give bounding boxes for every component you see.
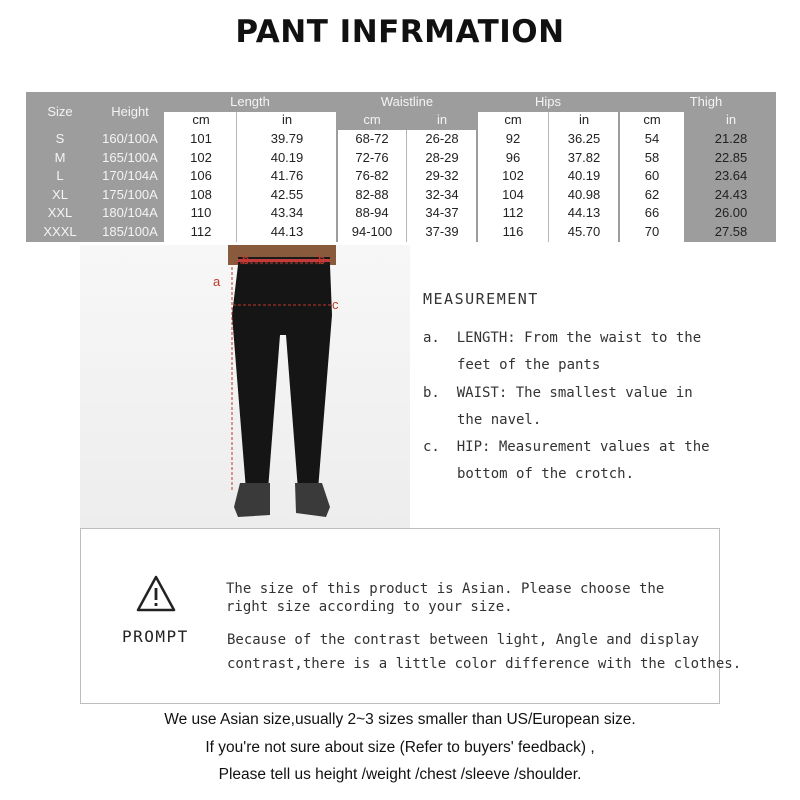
cell-hips-cm: 104	[502, 186, 524, 202]
footer-line-1: We use Asian size,usually 2~3 sizes smaller than US/European size.	[164, 711, 636, 728]
hips-in-unit: in	[578, 112, 590, 127]
cell-height: 185/100A	[102, 223, 158, 239]
page-title: PANT INFRMATION	[235, 14, 565, 50]
prompt-label: PROMPT	[122, 627, 189, 646]
cell-hips-cm: 112	[502, 205, 524, 220]
label-b-left: b	[242, 252, 250, 267]
hips-cm-unit: cm	[504, 112, 522, 127]
cell-length-in: 43.34	[270, 205, 304, 220]
cell-length-cm: 102	[190, 149, 212, 165]
hips-header: Hips	[534, 94, 561, 109]
cell-waist-in: 26-28	[425, 131, 459, 146]
cell-length-in: 40.19	[270, 149, 304, 165]
cell-thigh-in: 21.28	[714, 131, 748, 146]
cell-waist-in: 32-34	[425, 186, 459, 202]
cell-waist-cm: 88-94	[355, 205, 389, 220]
cell-size: M	[54, 149, 66, 165]
cell-waist-in: 28-29	[425, 149, 459, 165]
cell-thigh-in: 23.64	[714, 168, 748, 183]
cell-size: XXXL	[43, 223, 77, 239]
cell-hips-in: 37.82	[567, 149, 601, 165]
cell-hips-cm: 96	[505, 149, 521, 165]
cell-length-cm: 110	[190, 205, 212, 220]
cell-thigh-cm: 62	[644, 186, 660, 202]
measurement-title: MEASUREMENT	[423, 290, 539, 308]
cell-height: 170/104A	[102, 168, 158, 183]
cell-hips-in: 36.25	[567, 131, 601, 146]
cell-thigh-cm: 54	[644, 131, 660, 146]
warning-icon	[136, 575, 176, 613]
cell-waist-cm: 76-82	[355, 168, 389, 183]
cell-thigh-cm: 70	[644, 223, 660, 239]
cell-size: XL	[52, 186, 68, 202]
cell-height: 160/100A	[102, 131, 158, 146]
footer-line-3: Please tell us height /weight /chest /sleeve /shoulder.	[218, 766, 582, 783]
prompt-paragraph-2: Because of the contrast between light, Angle and display contrast,there is a little color difference with the clothes.	[227, 632, 742, 672]
footer-line-2: If you're not sure about size (Refer to buyers' feedback) ,	[205, 739, 595, 756]
cell-hips-in: 40.98	[567, 186, 601, 202]
cell-waist-cm: 82-88	[355, 186, 389, 202]
cell-length-in: 39.79	[270, 131, 304, 146]
cell-hips-cm: 116	[502, 223, 524, 239]
cell-size: S	[55, 131, 65, 146]
height-header: Height	[111, 104, 149, 119]
size-header: Size	[47, 104, 73, 119]
cell-hips-in: 40.19	[567, 168, 601, 183]
cell-thigh-cm: 66	[644, 205, 660, 220]
cell-length-cm: 101	[190, 131, 212, 146]
cell-waist-cm: 72-76	[355, 149, 389, 165]
cell-thigh-in: 24.43	[714, 186, 748, 202]
waistline-header: Waistline	[380, 94, 434, 109]
waist-in-unit: in	[436, 112, 448, 127]
cell-size: L	[56, 168, 64, 183]
cell-size: XXL	[47, 205, 73, 220]
cell-length-in: 42.55	[270, 186, 304, 202]
cell-thigh-cm: 60	[644, 168, 660, 183]
measurement-item-c: c. HIP: Measurement values at the bottom of the crotch.	[423, 439, 710, 482]
cell-waist-in: 29-32	[425, 168, 459, 183]
waist-cm-unit: cm	[363, 112, 381, 127]
cell-hips-in: 44.13	[567, 205, 601, 220]
cell-thigh-cm: 58	[644, 149, 660, 165]
cell-length-cm: 112	[190, 223, 212, 239]
cell-thigh-in: 27.58	[714, 223, 748, 239]
cell-height: 175/100A	[102, 186, 158, 202]
length-in-unit: in	[281, 112, 293, 127]
label-c: c	[332, 297, 339, 312]
thigh-header: Thigh	[689, 94, 723, 109]
cell-length-cm: 108	[190, 186, 212, 202]
length-header: Length	[230, 94, 270, 109]
prompt-box	[80, 528, 720, 704]
model-photo	[80, 245, 410, 528]
cell-waist-cm: 94-100	[351, 223, 393, 239]
measurement-item-a: a. LENGTH: From the waist to the feet of the pants	[423, 330, 702, 373]
cell-length-cm: 106	[190, 168, 212, 183]
cell-hips-in: 45.70	[567, 223, 601, 239]
cell-height: 180/104A	[102, 205, 158, 220]
thigh-in-unit: in	[725, 112, 737, 127]
cell-waist-cm: 68-72	[355, 131, 389, 146]
measurement-item-b: b. WAIST: The smallest value in the navel.	[423, 385, 693, 428]
cell-hips-cm: 92	[505, 131, 521, 146]
prompt-paragraph-1: The size of this product is Asian. Please choose the right size according to your size.	[226, 581, 665, 615]
cell-waist-in: 34-37	[425, 205, 459, 220]
cell-hips-cm: 102	[502, 168, 524, 183]
cell-thigh-in: 22.85	[714, 149, 748, 165]
cell-height: 165/100A	[102, 149, 158, 165]
thigh-cm-unit: cm	[643, 112, 661, 127]
cell-length-in: 44.13	[270, 223, 304, 239]
cell-length-in: 41.76	[270, 168, 304, 183]
size-table	[26, 92, 776, 242]
length-cm-unit: cm	[192, 112, 210, 127]
cell-waist-in: 37-39	[425, 223, 459, 239]
label-b-right: b	[318, 252, 326, 267]
cell-thigh-in: 26.00	[714, 205, 748, 220]
label-a: a	[213, 274, 221, 289]
